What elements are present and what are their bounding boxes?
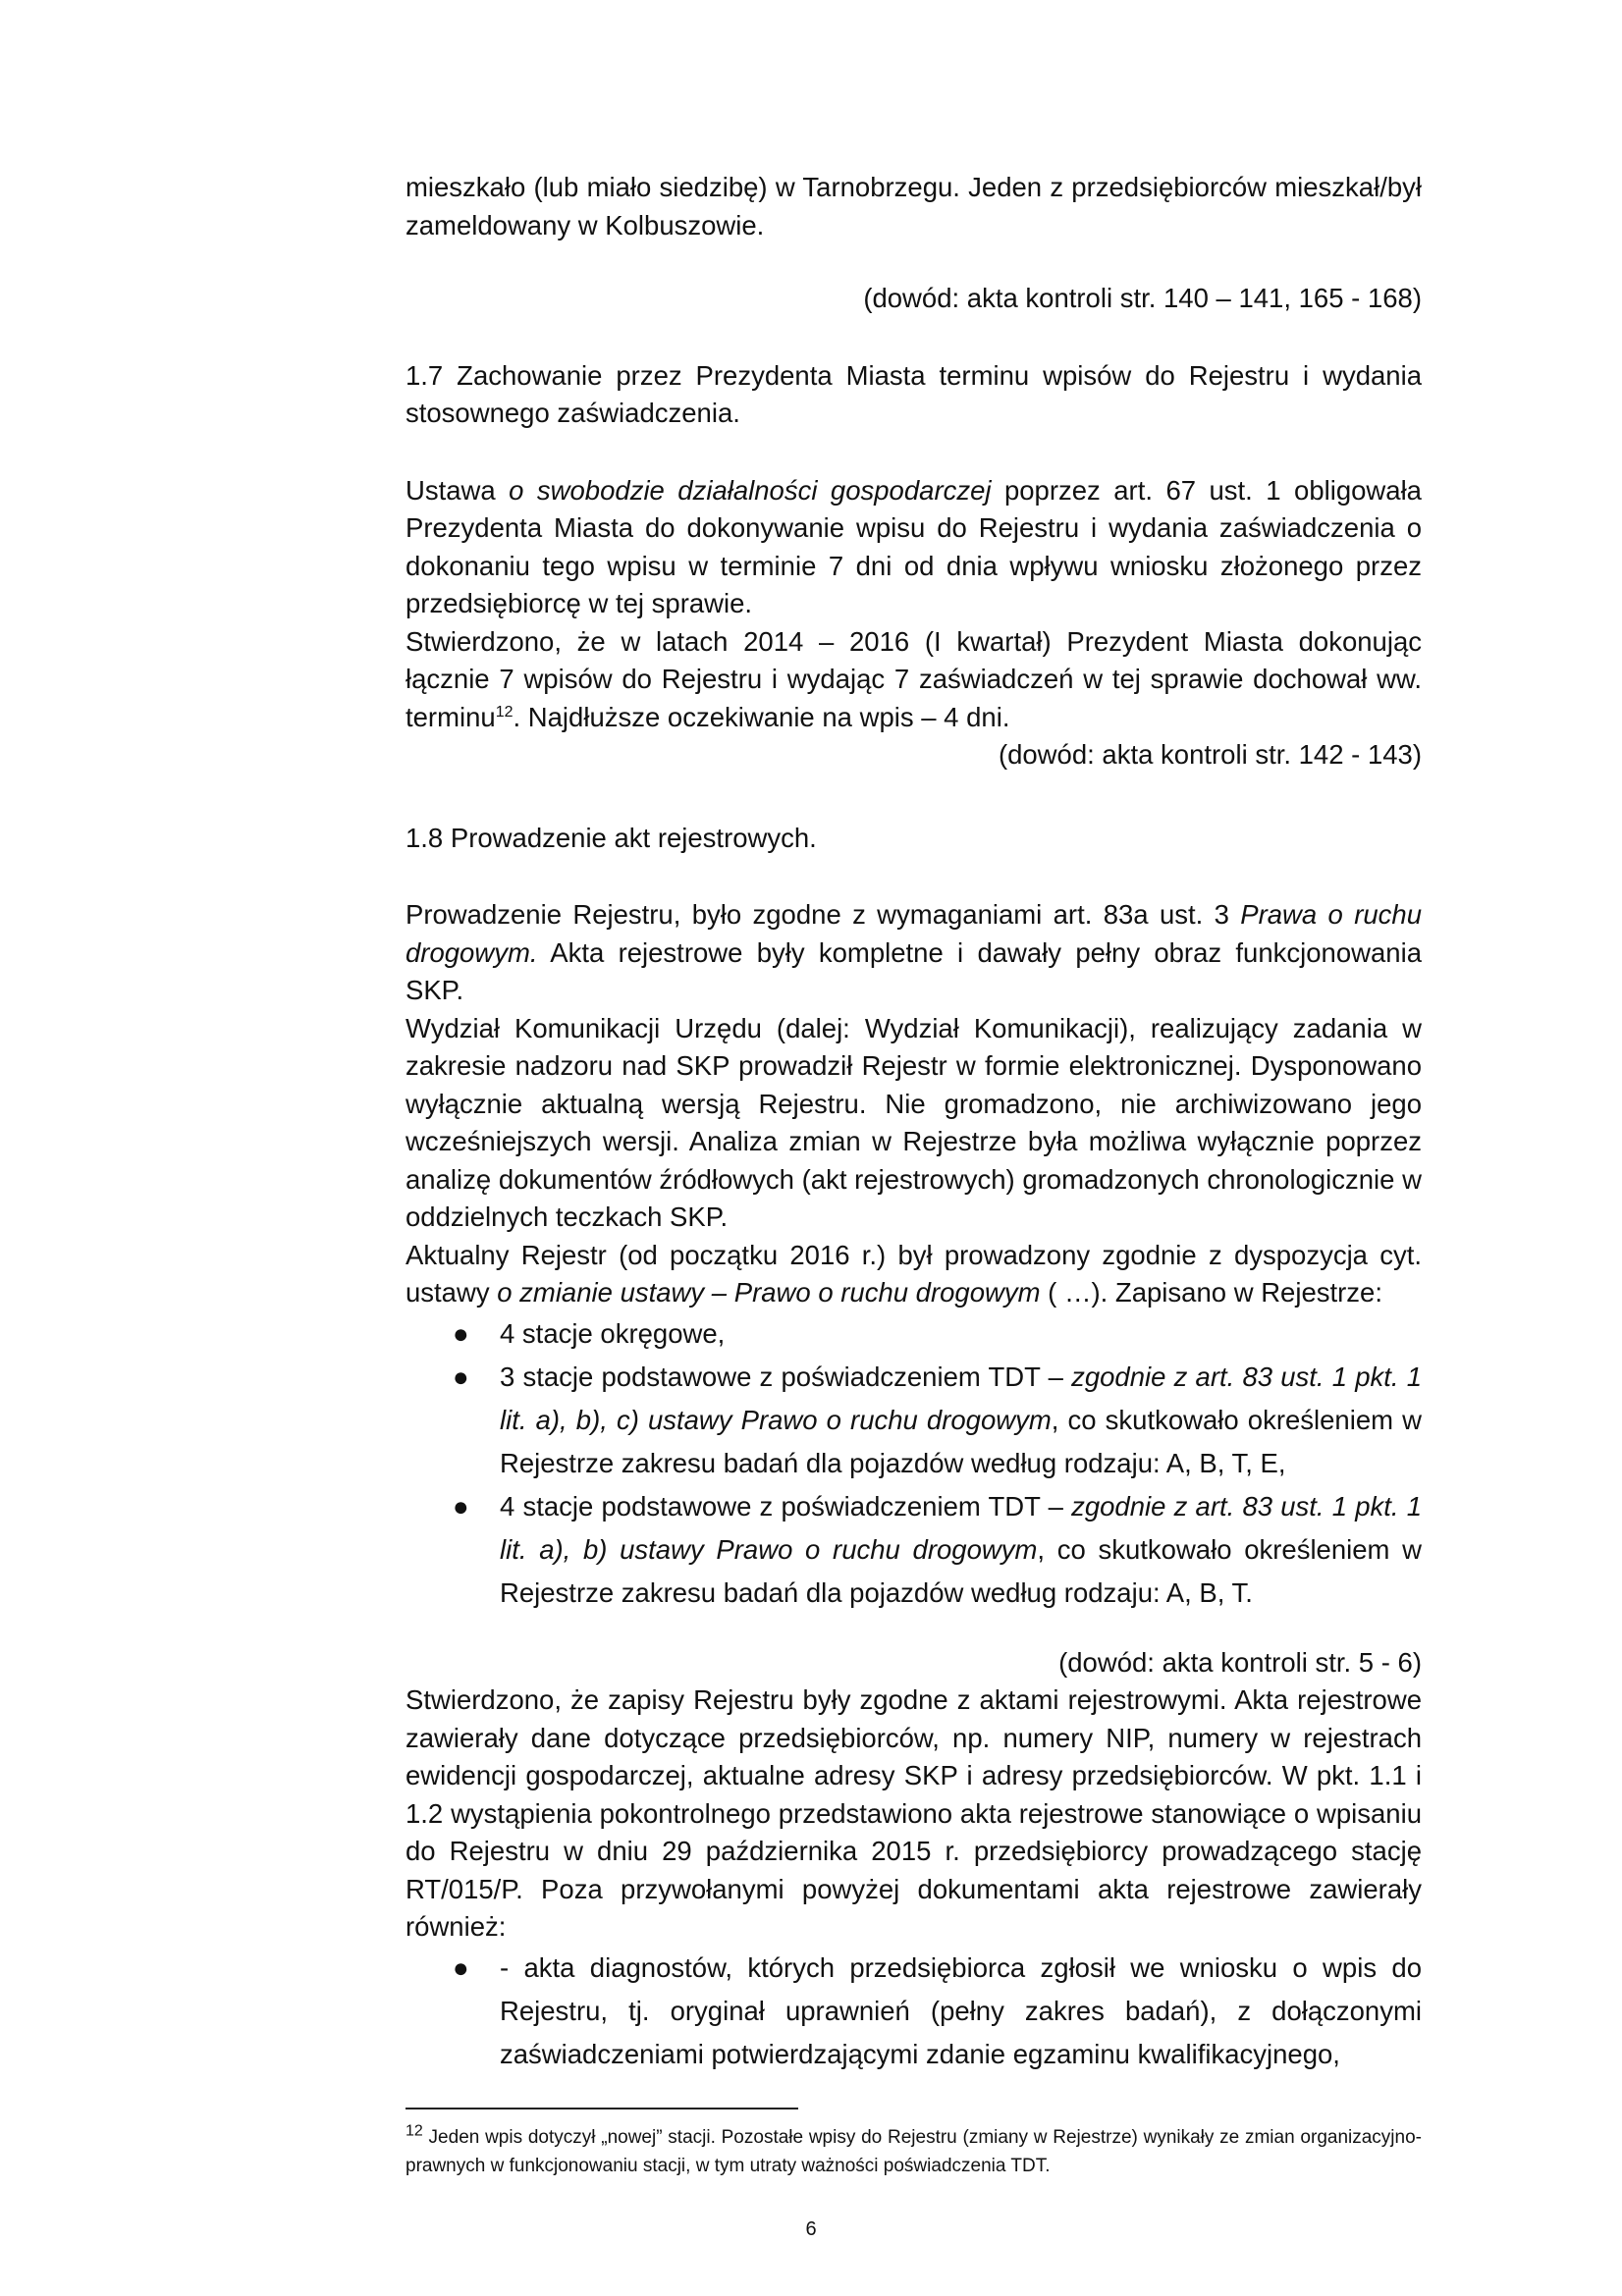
intro-paragraph: mieszkało (lub miało siedzibę) w Tarnobrzegu. Jeden z przedsiębiorców mieszkał/był zameldowany w Kolbuszowie. — [406, 172, 1422, 240]
bullet-icon: ● — [453, 1951, 469, 1983]
register-files-list — [406, 1947, 1422, 2076]
evidence-note: (dowód: akta kontroli str. 5 - 6) — [1058, 1646, 1422, 1678]
section-1-8-paragraph-1: Prowadzenie Rejestru, było zgodne z wymaganiami art. 83a ust. 3 Prawa o ruchu drogowym. Akta rejestrowe były kompletne i dawały pełny obraz funkcjonowania SKP. — [406, 899, 1422, 1005]
section-1-7-paragraph-1: Ustawa o swobodzie działalności gospodarczej poprzez art. 67 ust. 1 obligowała Prezydenta Miasta do dokonywanie wpisu do Rejestru i wydania zaświadczenia o dokonaniu tego wpisu w terminie 7 dni od dnia wpływu wniosku złożonego przez przedsiębiorcę w tej sprawie. — [406, 474, 1422, 618]
register-entries-list — [406, 1312, 1422, 1615]
section-1-7-paragraph-2: Stwierdzono, że w latach 2014 – 2016 (I kwartał) Prezydent Miasta dokonując łącznie 7 wpisów do Rejestru i wydając 7 zaświadczeń w tej sprawie dochował ww. terminu$^{12}$. Najdłuższe oczekiwanie na wpis – 4 dni. — [406, 625, 1422, 732]
list-item: ● 4 stacje okręgowe, — [406, 1312, 1422, 1356]
bullet-icon: ● — [453, 1317, 469, 1349]
list-item: ● 3 stacje podstawowe z poświadczeniem TDT – zgodnie z art. 83 ust. 1 pkt. 1 lit. a), b), c) ustawy Prawo o ruchu drogowym, co skutkowało określeniem w Rejestrze zakresu badań dla pojazdów według rodzaju: A, B, T, E, — [406, 1356, 1422, 1485]
page-number: 6 — [805, 2218, 817, 2240]
section-1-8-paragraph-4: Stwierdzono, że zapisy Rejestru były zgodne z aktami rejestrowymi. Akta rejestrowe zawierały dane dotyczące przedsiębiorców, np. numery NIP, numery w rejestrach ewidencji gospodarczej, aktualne adresy SKP i adresy przedsiębiorców. W pkt. 1.1 i 1.2 wystąpienia pokontrolnego przedstawiono akta rejestrowe stanowiące o wpisaniu do Rejestru w dniu 29 października 2015 r. przedsiębiorcy prowadzącego stację RT/015/P. Poza przywołanymi powyżej dokumentami akta rejestrowe zawierały również: — [406, 1684, 1422, 1942]
footnote-reference[interactable]: 12 — [495, 703, 514, 721]
page-body — [406, 169, 1422, 2076]
bullet-icon: ● — [453, 1361, 469, 1392]
footnote-separator — [406, 2108, 798, 2109]
section-1-8-paragraph-2: Wydział Komunikacji Urzędu (dalej: Wydział Komunikacji), realizujący zadania w zakresie nadzoru nad SKP prowadził Rejestr w formie elektronicznej. Dysponowano wyłącznie aktualną wersją Rejestru. Nie gromadzono, nie archiwizowano jego wcześniejszych wersji. Analiza zmian w Rejestrze była możliwa wyłącznie poprzez analizę dokumentów źródłowych (akt rejestrowych) gromadzonych chronologicznie w oddzielnych teczkach SKP. — [406, 1012, 1422, 1232]
section-heading-1-7: 1.7 Zachowanie przez Prezydenta Miasta terminu wpisów do Rejestru i wydania stosownego zaświadczenia. — [406, 359, 1422, 428]
evidence-note: (dowód: akta kontroli str. 142 - 143) — [998, 739, 1422, 770]
bullet-icon: ● — [453, 1490, 469, 1522]
list-item: ● 4 stacje podstawowe z poświadczeniem TDT – zgodnie z art. 83 ust. 1 pkt. 1 lit. a), b) ustawy Prawo o ruchu drogowym, co skutkowało określeniem w Rejestrze zakresu badań dla pojazdów według rodzaju: A, B, T. — [406, 1485, 1422, 1615]
list-item: ● - akta diagnostów, których przedsiębiorca zgłosił we wniosku o wpis do Rejestru, tj. oryginał uprawnień (pełny zakres badań), z dołączonymi zaświadczeniami potwierdzającymi zdanie egzaminu kwalifikacyjnego, — [406, 1947, 1422, 2076]
section-1-8-paragraph-3: Aktualny Rejestr (od początku 2016 r.) był prowadzony zgodnie z dyspozycja cyt. ustawy o zmianie ustawy – Prawo o ruchu drogowym ( …). Zapisano w Rejestrze: — [406, 1239, 1422, 1308]
evidence-note: (dowód: akta kontroli str. 140 – 141, 165 - 168) — [863, 283, 1422, 313]
footnote: $^{12}$ Jeden wpis dotyczył „nowej” stacji. Pozostałe wpisy do Rejestru (zmiany w Rejestrze) wynikały ze zmian organizacyjno-prawnych w funkcjonowaniu stacji, w tym utraty ważności poświadczenia TDT. — [406, 2122, 1422, 2176]
section-heading-1-8: 1.8 Prowadzenie akt rejestrowych. — [406, 822, 817, 853]
